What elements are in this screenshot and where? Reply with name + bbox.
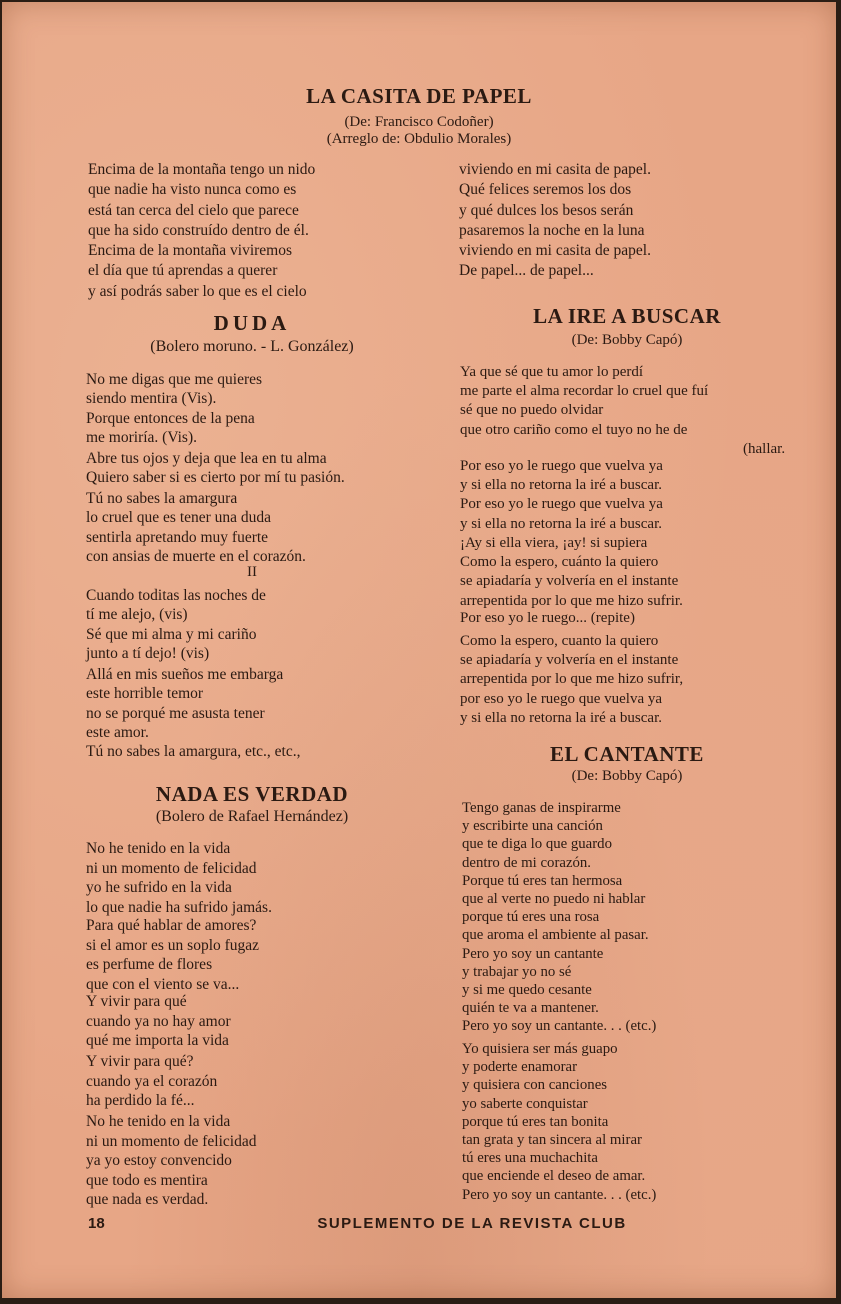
song-title-nada-es-verdad: NADA ES VERDAD [155,782,349,806]
lyric-line: es perfume de flores [86,956,213,974]
lyric-line: No me digas que me quieres [86,371,263,388]
lyric-line: sentirla apretando muy fuerte [86,528,269,546]
lyric-line: Quiero saber si es cierto por mí tu pasión. [86,469,345,487]
lyric-line: De papel... de papel... [459,262,594,280]
lyric-line: Como la espero, cuánto la quiero [460,554,659,571]
lyrics-nada-stanza [86,1112,256,1210]
lyric-line: y si ella no retorna la iré a buscar. [460,477,663,494]
song-title-duda: DUDA [213,311,291,335]
lyric-line: tan grata y tan sincera al mirar [462,1132,642,1149]
lyric-line: cuando ya el corazón [86,1072,218,1090]
lyrics-nada-stanza [86,839,272,917]
footer-text: SUPLEMENTO DE LA REVISTA CLUB [317,1215,627,1232]
lyric-line: pasaremos la noche en la luna [459,221,645,239]
section-numeral: II [247,564,257,580]
lyric-line: el día que tú aprendas a querer [88,262,278,280]
lyric-line: Qué felices seremos los dos [459,181,632,199]
lyric-line: sé que no puedo olvidar [460,402,604,419]
lyrics-duda-stanza [86,449,345,488]
lyric-line: que otro cariño como el tuyo no he de [460,421,688,438]
lyric-line: Por eso yo le ruego que vuelva ya [460,458,663,474]
lyric-line: lo cruel que es tener una duda [86,509,272,527]
lyric-line: y escribirte una canción [462,818,603,835]
lyric-line: ya yo estoy convencido [86,1152,232,1170]
lyric-line: se apiadaría y volvería en el instante [460,652,679,669]
lyric-line: quién te va a mantener. [462,1000,599,1017]
lyric-line: tú eres una muchachita [462,1150,598,1167]
lyric-line: junto a tí dejo! (vis) [86,645,210,663]
lyric-line: (hallar. [743,440,786,457]
lyric-line: si el amor es un soplo fugaz [86,936,260,954]
lyric-line: y trabajar yo no sé [462,963,572,980]
lyric-line: Tú no sabes la amargura [86,490,238,507]
song-credit-arranger: (Arreglo de: Obdulio Morales) [326,131,512,147]
lyric-line: ha perdido la fé... [86,1092,195,1110]
lyric-line: que con el viento se va... [86,975,240,993]
lyric-line: que aroma el ambiente al pasar. [462,927,649,944]
lyric-line: que nadie ha visto nunca como es [88,181,297,199]
lyric-line: y si ella no retorna la iré a buscar. [460,709,663,726]
lyric-line: que ha sido construído dentro de él. [88,221,309,239]
lyrics-ire-stanza [460,363,785,459]
lyric-line: ¡Ay si ella viera, ¡ay! si supiera [460,535,648,551]
lyric-line: no se porqué me asusta tener [86,704,265,722]
lyric-line: y si ella no retorna la iré a buscar. [460,515,663,532]
lyric-line: Por eso yo le ruego que vuelva ya [460,496,663,513]
lyric-line: este amor. [86,724,149,742]
lyrics-cantante-stanza [462,1040,656,1204]
song-title-el-cantante: EL CANTANTE [550,742,704,766]
lyrics-duda-stanza [86,370,262,448]
lyrics-duda-stanza [86,742,300,761]
lyrics-ire-stanza [460,609,635,628]
lyric-line: porque tú eres una rosa [462,909,600,926]
lyric-line: tí me alejo, (vis) [86,606,188,624]
lyric-line: yo he sufrido en la vida [86,879,232,897]
lyric-line: y qué dulces los besos serán [459,201,634,219]
lyrics-cantante-stanza [462,799,656,1036]
lyric-line: lo que nadie ha sufrido jamás. [86,898,272,916]
lyric-line: por eso yo le ruego que vuelva ya [460,690,663,707]
lyric-line: Pero yo soy un cantante [462,945,604,962]
song-credit-composer: (De: Francisco Codoñer) [344,114,494,130]
lyric-line: Pero yo soy un cantante. . . (etc.) [462,1018,657,1035]
lyric-line: ni un momento de felicidad [86,859,257,877]
lyric-line: me parte el alma recordar lo cruel que fuí [460,383,709,400]
lyrics-casita-left [88,160,315,302]
lyrics-nada-stanza [86,916,259,994]
song-credit-nada: (Bolero de Rafael Hernández) [155,808,349,825]
page-number: 18 [88,1215,105,1232]
lyric-line: Cuando toditas las noches de [86,587,266,604]
lyric-line: No he tenido en la vida [86,840,231,857]
song-title-la-casita-de-papel: LA CASITA DE PAPEL [306,84,532,108]
lyric-line: que al verte no puedo ni hablar [462,891,646,908]
lyric-line: que todo es mentira [86,1171,208,1189]
lyric-line: me moriría. (Vis). [86,429,197,447]
lyrics-ire-stanza [460,534,683,611]
lyric-line: dentro de mi corazón. [462,854,592,871]
lyrics-nada-stanza [86,992,231,1051]
lyric-line: Ya que sé que tu amor lo perdí [460,364,644,380]
lyric-line: Pero yo soy un cantante. . . (etc.) [462,1186,657,1203]
lyric-line: Como la espero, cuanto la quiero [460,633,659,649]
lyrics-duda-stanza [86,586,266,664]
lyric-line: siendo mentira (Vis). [86,390,217,408]
lyric-line: viviendo en mi casita de papel. [459,242,651,260]
lyric-line: arrepentida por lo que me hizo sufrir, [460,671,684,688]
lyric-line: Y vivir para qué [86,993,187,1010]
lyric-line: No he tenido en la vida [86,1113,231,1130]
lyric-line: Y vivir para qué? [86,1053,194,1070]
lyric-line: Encima de la montaña tengo un nido [88,161,316,178]
lyric-line: Por eso yo le ruego... (repite) [460,610,635,626]
song-credit-ire: (De: Bobby Capó) [571,332,683,348]
lyrics-duda-stanza [86,665,283,743]
lyric-line: y quisiera con canciones [462,1077,608,1094]
lyrics-duda-stanza [86,489,306,567]
lyric-line: Sé que mi alma y mi cariño [86,625,257,643]
lyric-line: está tan cerca del cielo que parece [88,201,299,219]
song-credit-duda: (Bolero moruno. - L. González) [150,338,354,355]
lyric-line: Abre tus ojos y deja que lea en tu alma [86,450,327,467]
lyric-line: porque tú eres tan bonita [462,1113,609,1130]
song-credit-cantante: (De: Bobby Capó) [571,768,683,784]
lyric-line: que nada es verdad. [86,1191,209,1209]
song-title-la-ire-a-buscar: LA IRE A BUSCAR [533,304,721,328]
lyric-line: que te diga lo que guardo [462,836,612,853]
lyric-line: qué me importa la vida [86,1032,229,1050]
lyric-line: este horrible temor [86,685,204,703]
lyric-line: Tú no sabes la amargura, etc., etc., [86,743,301,760]
lyric-line: arrepentida por lo que me hizo sufrir. [460,592,683,609]
lyric-line: que enciende el deseo de amar. [462,1168,646,1185]
lyric-line: y si me quedo cesante [462,982,592,999]
lyrics-nada-stanza [86,1052,217,1111]
lyric-line: se apiadaría y volvería en el instante [460,573,679,590]
lyric-line: Allá en mis sueños me embarga [86,666,284,683]
lyric-line: Yo quisiera ser más guapo [462,1041,618,1057]
lyric-line: y así podrás saber lo que es el cielo [88,282,307,300]
lyric-line: Encima de la montaña viviremos [88,242,293,260]
lyric-line: yo saberte conquistar [462,1095,588,1112]
lyric-line: Para qué hablar de amores? [86,917,257,934]
lyric-line: Porque tú eres tan hermosa [462,872,623,889]
lyrics-ire-stanza [460,632,683,728]
lyric-line: con ansias de muerte en el corazón. [86,548,306,566]
magazine-page [2,2,836,1298]
lyrics-casita-right [459,160,651,282]
lyric-line: cuando ya no hay amor [86,1012,231,1030]
lyric-line: Tengo ganas de inspirarme [462,800,621,816]
lyric-line: Porque entonces de la pena [86,409,255,427]
lyric-line: viviendo en mi casita de papel. [459,161,651,178]
lyric-line: ni un momento de felicidad [86,1132,257,1150]
lyric-line: y poderte enamorar [462,1059,578,1076]
lyrics-ire-stanza [460,457,663,534]
